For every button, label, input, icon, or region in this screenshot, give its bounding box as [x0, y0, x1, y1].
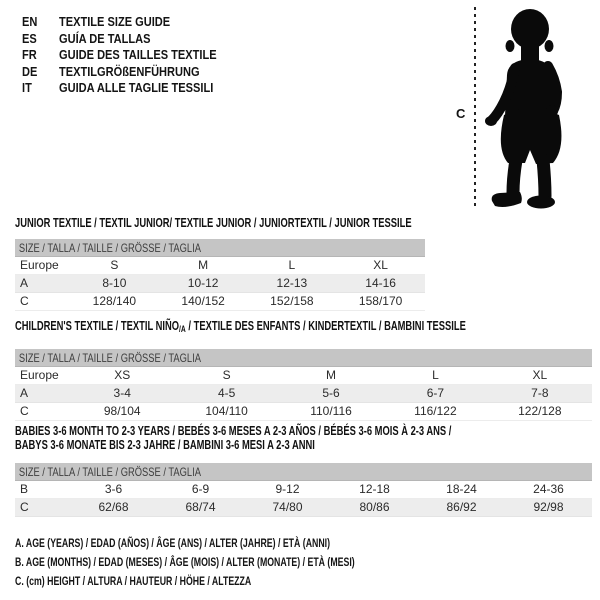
- table-header-label: SIZE / TALLA / TAILLE / GRÖSSE / TAGLIA: [18, 465, 201, 479]
- language-row: [22, 64, 244, 81]
- children-size-table: [15, 349, 592, 421]
- table-row: [15, 403, 592, 421]
- row-label: A: [20, 385, 29, 400]
- table-cell: S: [110, 257, 119, 272]
- legend-notes: [15, 534, 480, 591]
- table-cell: 92/98: [533, 500, 564, 514]
- table-cell: 7-8: [531, 385, 549, 400]
- language-row: [22, 47, 244, 64]
- language-label: GUIDA ALLE TAGLIE TESSILI: [59, 80, 214, 95]
- language-label: TEXTILE SIZE GUIDE: [59, 14, 171, 29]
- row-label: Europe: [20, 257, 59, 272]
- language-code: FR: [22, 47, 37, 62]
- table-row: [15, 385, 592, 403]
- row-label: C: [20, 500, 29, 514]
- section-title-line: BABYS 3-6 MONATE BIS 2-3 JAHRE / BAMBINI 3-6 MESI A 2-3 ANNI: [15, 437, 315, 452]
- language-code: EN: [22, 14, 38, 29]
- language-label: GUÍA DE TALLAS: [59, 30, 151, 46]
- table-cell: 116/122: [414, 403, 457, 418]
- table-cell: XL: [532, 367, 548, 382]
- section-title-part: CHILDREN'S TEXTILE / TEXTIL NIÑO: [15, 319, 180, 333]
- table-cell: 10-12: [187, 275, 219, 290]
- note-age-years: A. AGE (YEARS) / EDAD (AÑOS) / ÂGE (ANS) / ALTER (JAHRE) / ETÀ (ANNI): [15, 536, 331, 550]
- table-cell: 104/110: [205, 403, 248, 418]
- table-cell: 12-18: [359, 482, 390, 496]
- table-header-band: [15, 463, 592, 481]
- row-label: C: [20, 293, 29, 308]
- note-age-months: B. AGE (MONTHS) / EDAD (MESES) / ÂGE (MOIS) / ALTER (MONATE) / ETÀ (MESI): [15, 555, 355, 569]
- table-row: [15, 481, 592, 499]
- table-cell: 9-12: [275, 482, 300, 496]
- table-cell: 8-10: [102, 275, 127, 290]
- table-cell: M: [326, 367, 337, 382]
- section-title-part: / TEXTILE DES ENFANTS / KINDERTEXTIL / BAMBINI TESSILE: [185, 319, 466, 333]
- section-junior-textile: [15, 217, 425, 311]
- table-row: [15, 275, 425, 293]
- table-row: [15, 367, 592, 385]
- table-cell: XL: [373, 257, 388, 272]
- table-header-band: [15, 239, 425, 257]
- section-title-line: BABIES 3-6 MONTH TO 2-3 YEARS / BEBÉS 3-6 MESES A 2-3 AÑOS / BÉBÉS 3-6 MOIS À 2-3 ANS /: [15, 424, 452, 438]
- language-label: GUIDE DES TAILLES TEXTILE: [59, 47, 217, 62]
- table-header-label: SIZE / TALLA / TAILLE / GRÖSSE / TAGLIA: [18, 350, 201, 365]
- table-cell: 6-7: [426, 385, 445, 400]
- table-cell: 5-6: [322, 385, 340, 400]
- table-cell: XS: [114, 367, 131, 382]
- table-row: [15, 499, 592, 517]
- junior-size-table: [15, 239, 425, 311]
- table-cell: 62/68: [98, 500, 129, 514]
- language-code: DE: [22, 63, 38, 79]
- table-cell: 128/140: [92, 293, 137, 308]
- babies-size-table: [15, 463, 592, 517]
- table-cell: 3-4: [113, 385, 131, 400]
- table-cell: 68/74: [185, 500, 216, 514]
- toddler-silhouette-icon: [479, 3, 597, 215]
- table-row: [15, 257, 425, 275]
- table-cell: 18-24: [446, 482, 477, 496]
- section-title: [15, 424, 452, 452]
- row-label: A: [20, 275, 29, 290]
- table-cell: 110/116: [310, 403, 352, 418]
- table-cell: M: [198, 257, 209, 272]
- table-cell: 152/158: [270, 293, 314, 308]
- table-header-label: SIZE / TALLA / TAILLE / GRÖSSE / TAGLIA: [18, 240, 201, 255]
- language-list: [22, 14, 244, 97]
- row-label: Europe: [20, 367, 59, 382]
- language-row: [22, 31, 244, 48]
- table-cell: 3-6: [104, 482, 123, 496]
- table-cell: 86/92: [446, 500, 477, 514]
- row-label: C: [20, 403, 29, 418]
- row-label: B: [20, 482, 29, 496]
- language-code: ES: [22, 30, 37, 46]
- height-measure-label: C: [456, 106, 466, 121]
- language-label: TEXTILGRÖßENFÜHRUNG: [59, 63, 200, 79]
- height-dashed-line: [474, 7, 476, 209]
- section-title: [15, 319, 466, 337]
- table-cell: 14-16: [365, 275, 396, 290]
- note-height-cm: C. (cm) HEIGHT / ALTURA / HAUTEUR / HÖHE / ALTEZZA: [15, 574, 252, 588]
- table-cell: 80/86: [359, 500, 390, 514]
- table-header-band: [15, 349, 592, 367]
- table-cell: L: [432, 367, 439, 382]
- table-cell: 158/170: [358, 293, 403, 308]
- language-row: [22, 80, 244, 97]
- section-title: JUNIOR TEXTILE / TEXTIL JUNIOR/ TEXTILE JUNIOR / JUNIORTEXTIL / JUNIOR TESSILE: [15, 216, 412, 230]
- language-row: [22, 14, 244, 31]
- table-cell: S: [222, 367, 231, 382]
- language-code: IT: [22, 80, 32, 95]
- table-cell: 6-9: [191, 482, 210, 496]
- table-cell: 122/128: [518, 403, 562, 418]
- table-cell: 12-13: [276, 275, 308, 290]
- table-cell: 74/80: [272, 500, 303, 514]
- table-cell: 24-36: [533, 482, 564, 496]
- table-cell: 98/104: [103, 403, 141, 418]
- section-title-subscript: /A: [179, 324, 186, 334]
- section-children-textile: [15, 320, 592, 421]
- table-cell: L: [288, 257, 296, 272]
- table-row: [15, 293, 425, 311]
- table-cell: 140/152: [181, 293, 225, 308]
- section-babies-textile: [15, 425, 592, 517]
- table-cell: 4-5: [217, 385, 236, 400]
